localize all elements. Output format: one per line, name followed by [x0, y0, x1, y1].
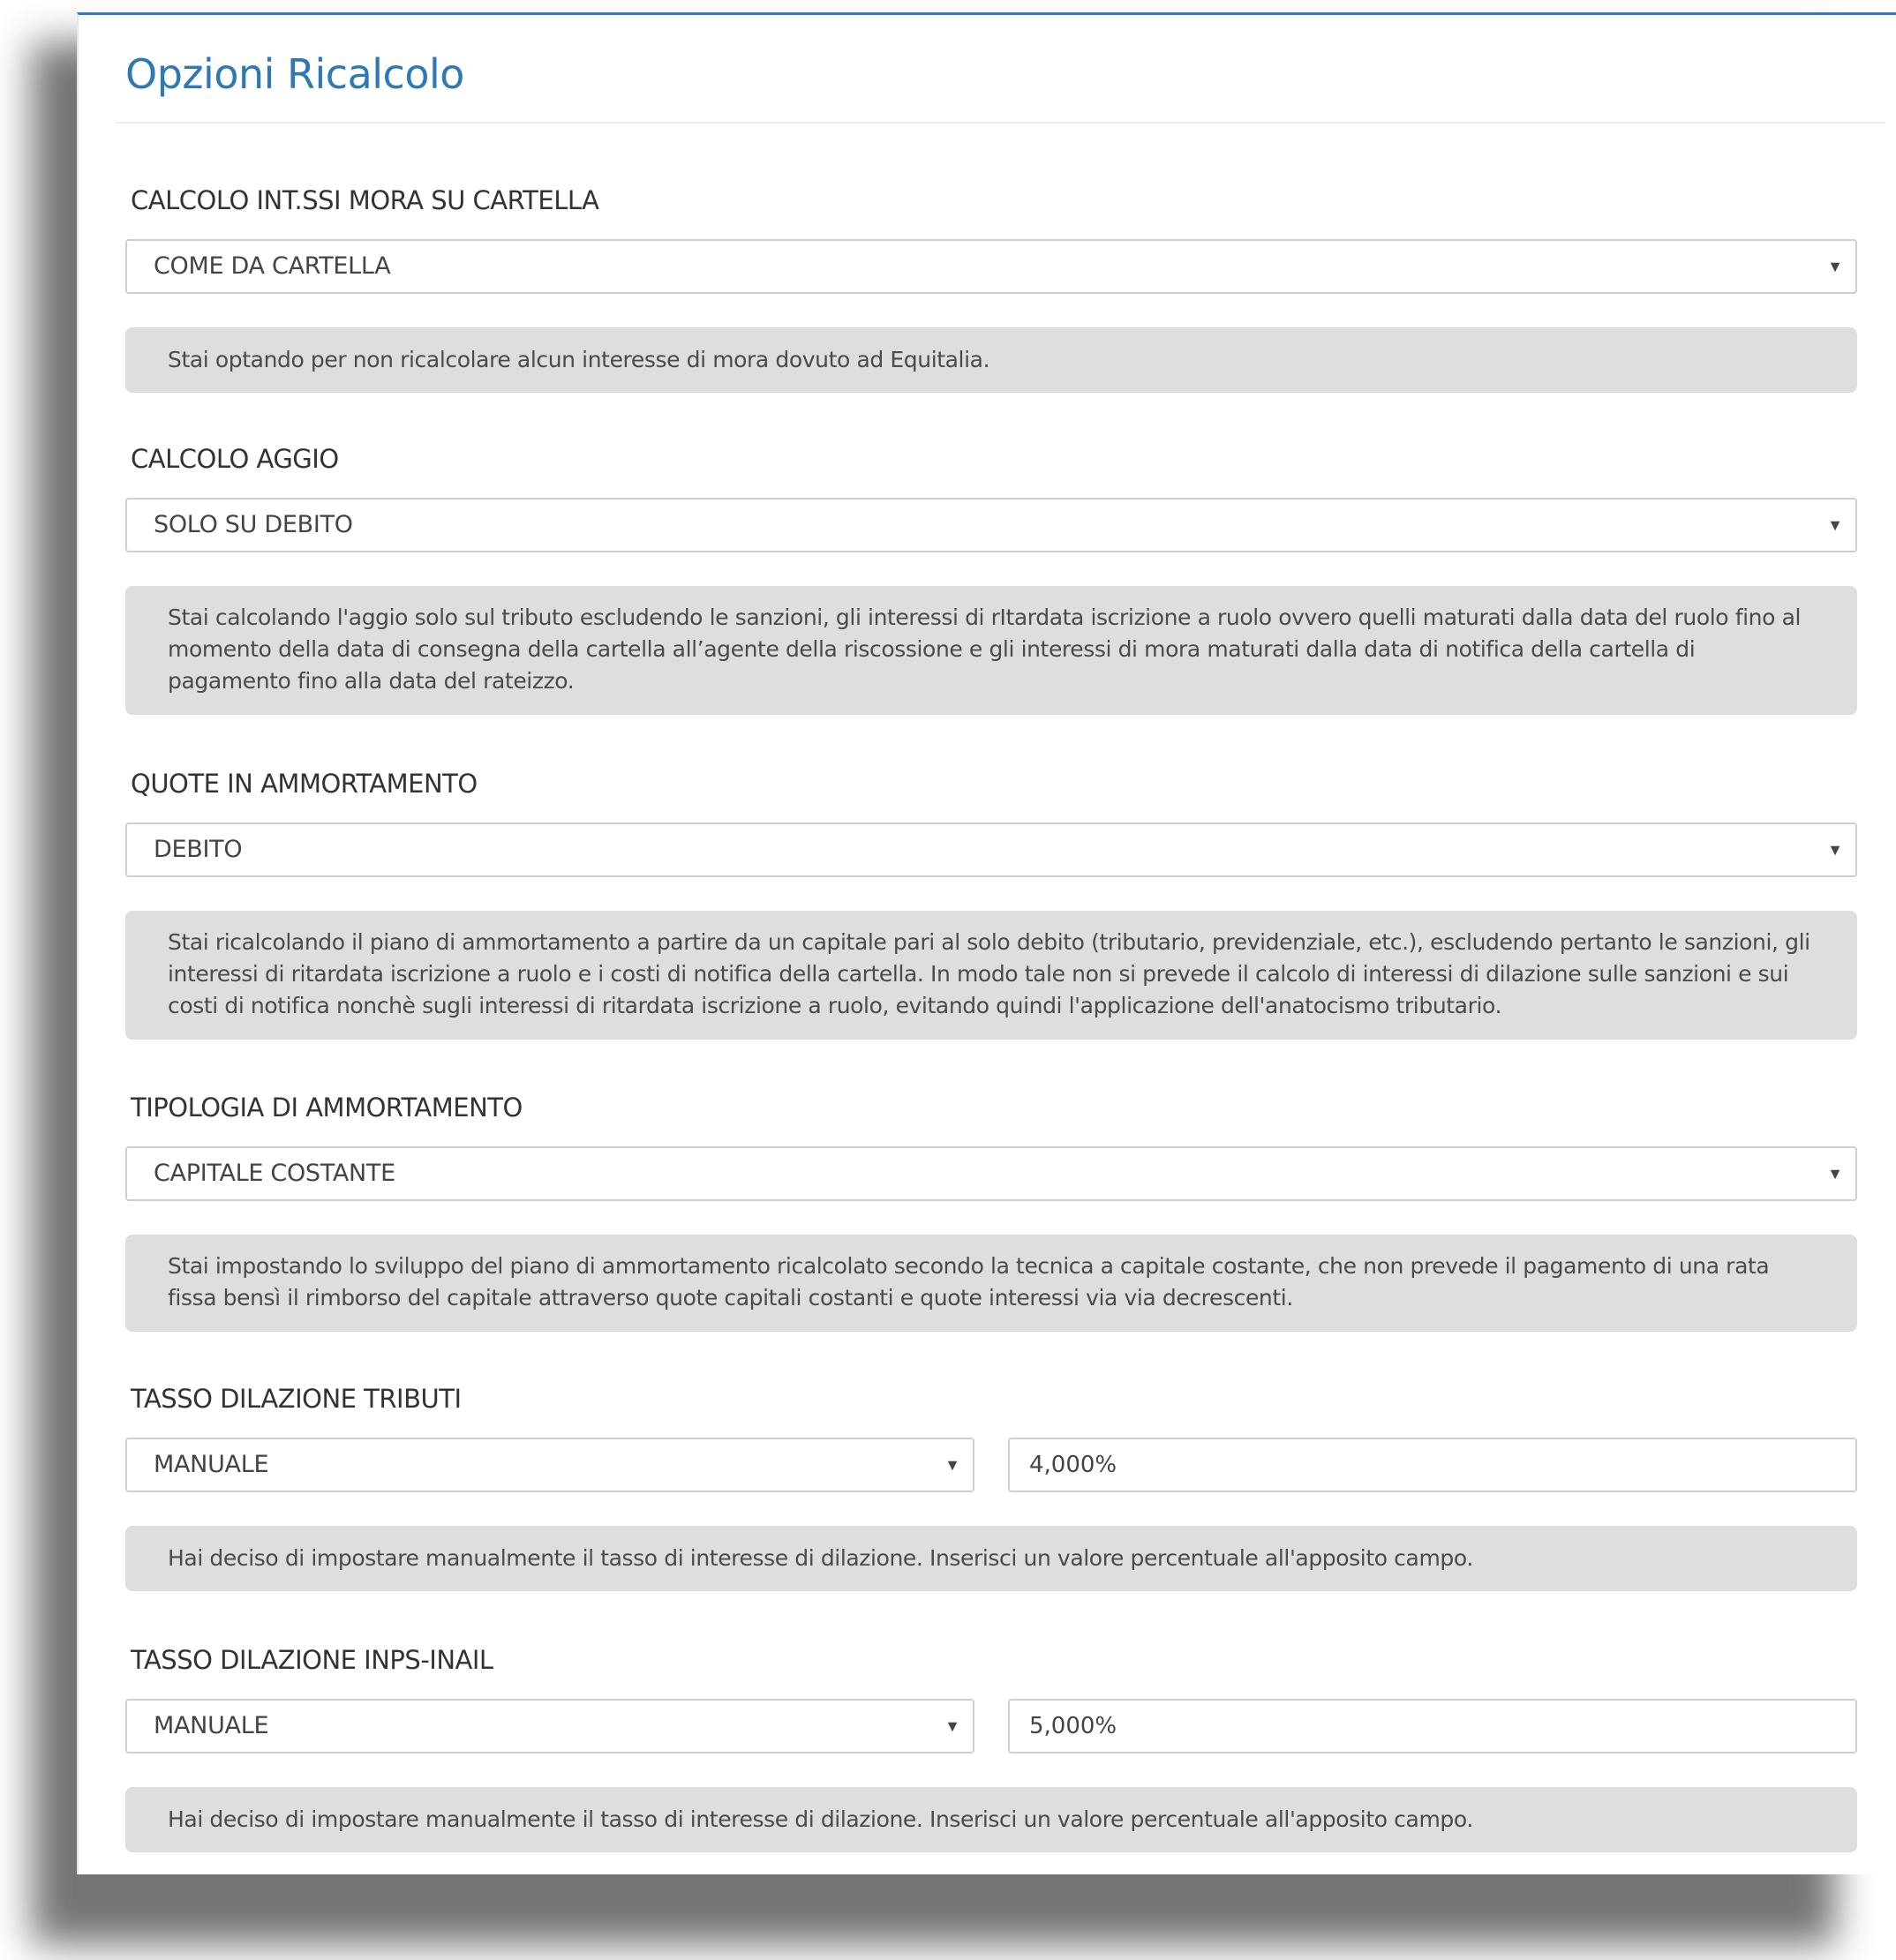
select-value: DEBITO [154, 836, 243, 863]
tipologia-ammortamento-select[interactable] [125, 1146, 1857, 1201]
tasso-inps-row [125, 1699, 1857, 1753]
caret-down-icon: ▼ [1827, 1165, 1843, 1183]
section-calcolo-aggio [125, 441, 1857, 715]
section-label: CALCOLO INT.SSI MORA SU CARTELLA [131, 185, 599, 215]
tasso-inps-input[interactable] [1008, 1699, 1857, 1753]
section-tasso-dilazione-inps-inail [125, 1642, 1857, 1852]
section-label: TASSO DILAZIONE INPS-INAIL [131, 1645, 493, 1675]
tasso-tributi-row [125, 1438, 1857, 1492]
tasso-tributi-select[interactable] [125, 1438, 974, 1492]
caret-down-icon: ▼ [944, 1717, 960, 1735]
section-tipologia-ammortamento [125, 1090, 1857, 1332]
caret-down-icon: ▼ [1827, 516, 1843, 534]
select-value: COME DA CARTELLA [154, 252, 391, 280]
calcolo-mora-select[interactable] [125, 239, 1857, 294]
info-box: Stai optando per non ricalcolare alcun interesse di mora dovuto ad Equitalia. [125, 327, 1857, 393]
select-value: SOLO SU DEBITO [154, 511, 353, 538]
quote-ammortamento-select[interactable] [125, 822, 1857, 877]
select-value: MANUALE [154, 1712, 269, 1739]
select-value: MANUALE [154, 1451, 269, 1478]
select-value: CAPITALE COSTANTE [154, 1160, 395, 1187]
section-label: TIPOLOGIA DI AMMORTAMENTO [131, 1093, 523, 1123]
tasso-tributi-input[interactable] [1008, 1438, 1857, 1492]
info-box: Stai impostando lo sviluppo del piano di ammortamento ricalcolato secondo la tecnica a capitale costante, che non prevede il pagamento di una rata fissa bensì il rimborso del capitale attraverso quote capitali costanti e quote interessi via via decrescenti. [125, 1235, 1857, 1332]
calcolo-aggio-select[interactable] [125, 498, 1857, 552]
info-box: Hai deciso di impostare manualmente il tasso di interesse di dilazione. Inserisci un valore percentuale all'apposito campo. [125, 1526, 1857, 1591]
info-box: Hai deciso di impostare manualmente il tasso di interesse di dilazione. Inserisci un valore percentuale all'apposito campo. [125, 1787, 1857, 1852]
input-value: 4,000% [1029, 1452, 1117, 1478]
options-panel [77, 12, 1896, 1874]
info-box: Stai ricalcolando il piano di ammortamento a partire da un capitale pari al solo debito (tributario, previdenziale, etc.), escludendo pertanto le sanzioni, gli interessi di ritardata iscrizione a ruolo e i costi di notifica della cartella. In modo tale non si prevede il calcolo di interessi di dilazione sulle sanzioni e sui costi di notifica nonchè sugli interessi di ritardata iscrizione a ruolo, evitando quindi l'applicazione dell'anatocismo tributario. [125, 911, 1857, 1040]
input-value: 5,000% [1029, 1713, 1117, 1739]
caret-down-icon: ▼ [944, 1456, 960, 1474]
section-calcolo-interessi-mora [125, 183, 1857, 393]
info-box: Stai calcolando l'aggio solo sul tributo escludendo le sanzioni, gli interessi di rItardata iscrizione a ruolo ovvero quelli maturati dalla data del ruolo fino al momento della data di consegna della cartella all’agente della riscossione e gli interessi di mora maturati dalla data di notifica della cartella di pagamento fino alla data del rateizzo. [125, 586, 1857, 715]
section-label: TASSO DILAZIONE TRIBUTI [131, 1384, 462, 1414]
page-title: Opzioni Ricalcolo [125, 50, 464, 98]
tasso-inps-select[interactable] [125, 1699, 974, 1753]
section-tasso-dilazione-tributi [125, 1381, 1857, 1591]
caret-down-icon: ▼ [1827, 258, 1843, 275]
section-label: CALCOLO AGGIO [131, 444, 339, 474]
title-divider [116, 122, 1885, 124]
section-label: QUOTE IN AMMORTAMENTO [131, 769, 478, 799]
section-quote-ammortamento [125, 766, 1857, 1040]
caret-down-icon: ▼ [1827, 841, 1843, 859]
